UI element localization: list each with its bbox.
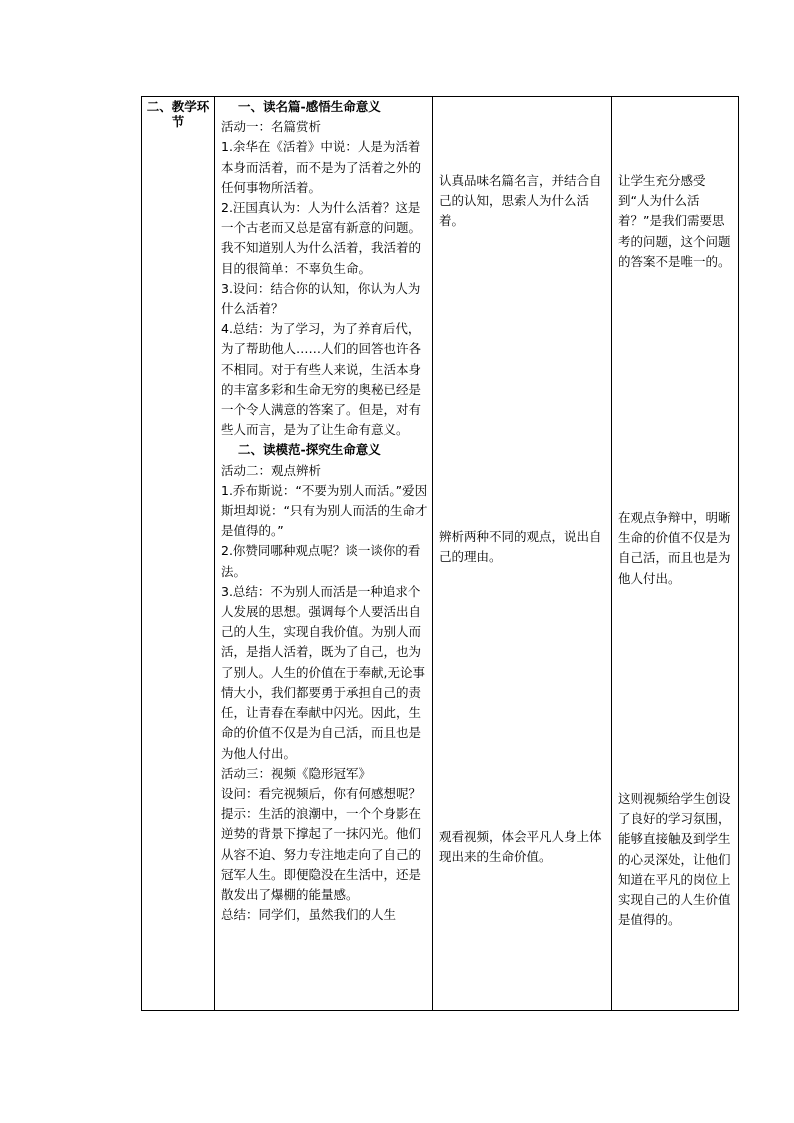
- part1-item-1: 1.余华在《活着》中说：人是为活着本身而活着，而不是为了活着之外的任何事物所活着。: [221, 139, 422, 195]
- part1-item-3: 3.设问：结合你的认知，你认为人为什么活着？: [221, 280, 421, 317]
- design-intent-cell: [612, 97, 739, 1011]
- part2-item-3: 3.总结：不为别人而活是一种追求个人发展的思想。强调每个人要活出自己的人生，实现自我价值。为别人而活，是指人活着，既为了自己，也为了别人。人生的价值在于奉献,无论事情大小，我们都要勇于承担自己的责任，让青春在奉献中闪光。因此，生命的价值不仅是为自己活，而且也是为他人付出。: [221, 583, 425, 761]
- part3-item-1: 设问：看完视频后，你有何感想呢？: [221, 785, 422, 801]
- part3-design-intent: 这则视频给学生创设了良好的学习氛围，能够直接触及到学生的心灵深处，让他们知道在平凡的岗位上实现自己的人生价值是值得的。: [618, 791, 731, 928]
- part2-heading: 二、读模范-探究生命意义: [238, 442, 381, 458]
- part3-activity: 活动三：视频《隐形冠军》: [221, 765, 372, 781]
- part2-design-intent: 在观点争辩中，明晰生命的价值不仅是为自己活，而且也是为他人付出。: [618, 510, 731, 586]
- part1-item-2: 2.汪国真认为：人为什么活着？这是一个古老而又总是富有新意的问题。我不知道别人为什么活着，我活着的目的很简单：不辜负生命。: [221, 200, 422, 276]
- section-label: 二、教学环节: [146, 99, 210, 129]
- section-label-cell: [142, 97, 215, 1011]
- lesson-plan-table: [141, 96, 739, 1011]
- part2-item-2: 2.你赞同哪种观点呢？谈一谈你的看法。: [221, 543, 421, 579]
- part1-student-activity: 认真品味名篇名言，并结合自己的认知，思索人为什么活着。: [439, 173, 602, 229]
- part3-student-activity: 观看视频，体会平凡人身上体现出来的生命价值。: [439, 829, 602, 865]
- teacher-activity-cell: [215, 97, 433, 1011]
- table-row: [142, 97, 739, 1011]
- part2-student-activity: 辨析两种不同的观点，说出自己的理由。: [439, 529, 602, 565]
- part2-item-1: 1.乔布斯说：“不要为别人而活。”爱因斯坦却说：“只有为别人而活的生命才是值得的。”: [221, 482, 428, 539]
- part1-design-intent: 让学生充分感受到“人为什么活着？”是我们需要思考的问题，这个问题的答案不是唯一的。: [618, 173, 731, 269]
- part3-item-3: 总结：同学们，虽然我们的人生: [221, 907, 397, 923]
- part2-activity: 活动二：观点辨析: [221, 462, 322, 478]
- part1-heading: 一、读名篇-感悟生命意义: [238, 99, 381, 114]
- part1-item-4: 4.总结：为了学习，为了养育后代，为了帮助他人……人们的回答也许各不相同。对于有些人来说，生活本身的丰富多彩和生命无穷的奥秘已经是一个令人满意的答案了。但是，对有些人而言，是为了让生命有意义。: [221, 321, 422, 438]
- part1-activity: 活动一：名篇赏析: [221, 119, 322, 135]
- student-activity-cell: [433, 97, 612, 1011]
- part3-item-2: 提示：生活的浪潮中，一个个身影在逆势的背景下撑起了一抹闪光。他们从容不迫、努力专注地走向了自己的冠军人生。即便隐没在生活中，还是散发出了爆棚的能量感。: [221, 806, 422, 902]
